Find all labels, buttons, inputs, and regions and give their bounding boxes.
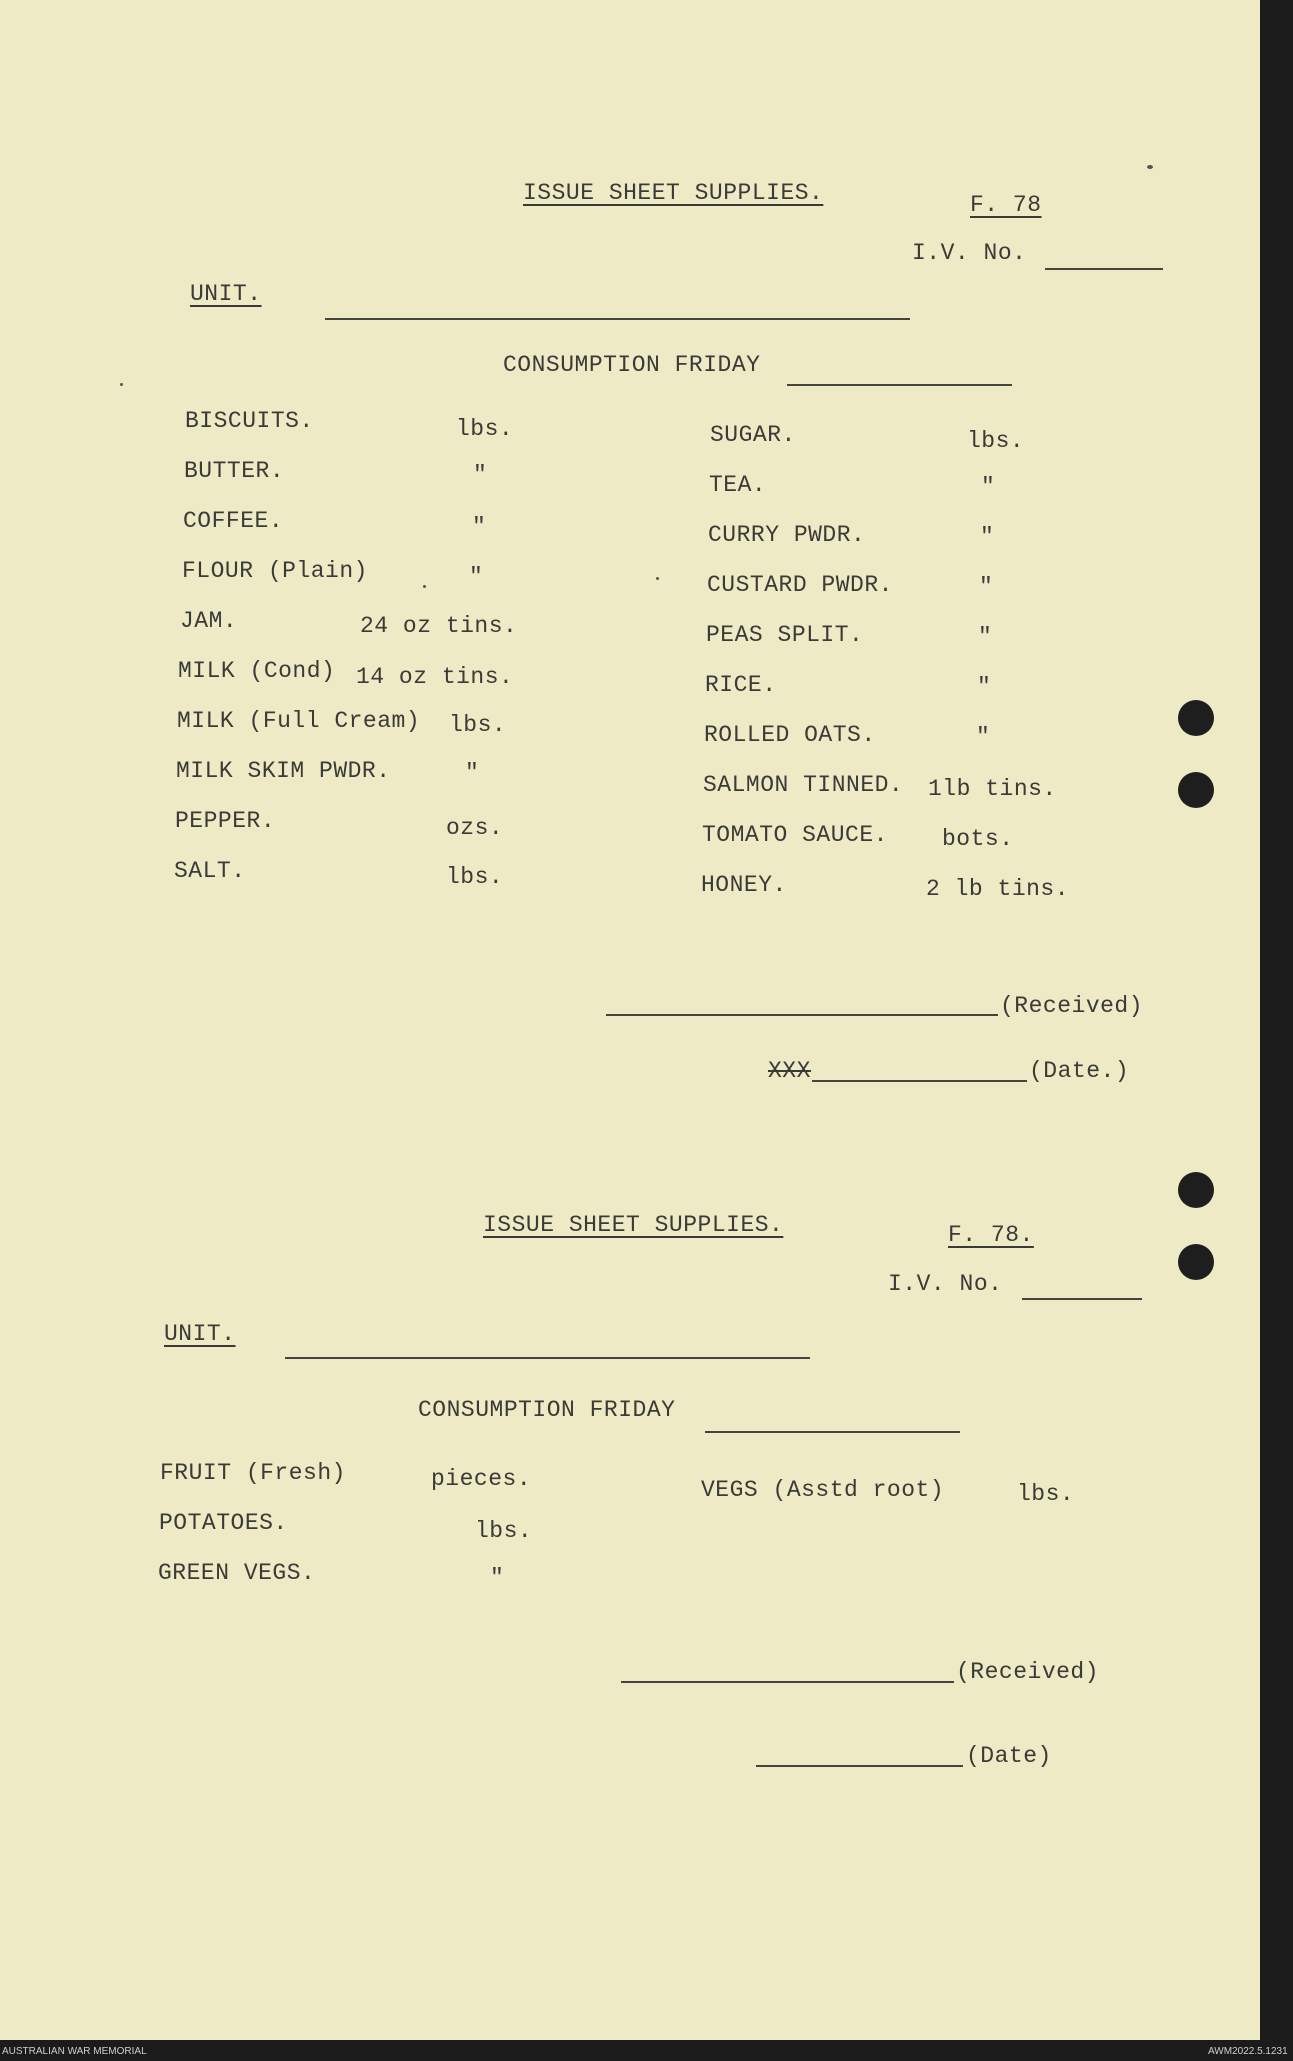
footer-right: AWM2022.5.1231 bbox=[1208, 2046, 1288, 2057]
item-name: SALMON TINNED. bbox=[703, 772, 904, 798]
sheet2-unit-label: UNIT. bbox=[164, 1321, 236, 1347]
item-name: MILK (Cond) bbox=[178, 658, 336, 684]
item-unit: " bbox=[981, 474, 996, 500]
item-name: RICE. bbox=[705, 672, 777, 698]
item-unit: 14 oz tins. bbox=[356, 664, 514, 690]
item-unit: pieces. bbox=[431, 1466, 532, 1492]
item-unit: lbs. bbox=[1017, 1481, 1075, 1507]
paper-speck bbox=[656, 577, 659, 580]
item-unit: 2 lb tins. bbox=[926, 876, 1070, 902]
paper-speck bbox=[423, 585, 426, 588]
sheet1-received-line bbox=[606, 1014, 998, 1016]
item-name: SALT. bbox=[174, 858, 246, 884]
item-name: CUSTARD PWDR. bbox=[707, 572, 893, 598]
sheet2-consumption-label: CONSUMPTION FRIDAY bbox=[418, 1397, 676, 1423]
item-unit: " bbox=[469, 564, 484, 590]
item-unit: " bbox=[977, 674, 992, 700]
item-unit: " bbox=[473, 462, 488, 488]
binder-hole bbox=[1178, 700, 1214, 736]
sheet1-form-number: F. 78 bbox=[970, 192, 1042, 218]
paper-speck bbox=[120, 383, 123, 386]
item-name: MILK SKIM PWDR. bbox=[176, 758, 391, 784]
item-unit: " bbox=[980, 524, 995, 550]
item-name: ROLLED OATS. bbox=[704, 722, 876, 748]
sheet1-unit-line bbox=[325, 318, 910, 320]
item-unit: lbs. bbox=[475, 1518, 533, 1544]
sheet2-received-label: (Received) bbox=[956, 1659, 1100, 1685]
binder-hole bbox=[1178, 1244, 1214, 1280]
sheet2-received-line bbox=[621, 1681, 954, 1683]
sheet2-title: ISSUE SHEET SUPPLIES. bbox=[483, 1212, 784, 1238]
sheet2-iv-line bbox=[1022, 1298, 1142, 1300]
item-name: GREEN VEGS. bbox=[158, 1560, 316, 1586]
item-name: PEAS SPLIT. bbox=[706, 622, 864, 648]
sheet1-struck-text: XXX bbox=[768, 1058, 811, 1084]
item-unit: bots. bbox=[942, 826, 1014, 852]
item-unit: lbs. bbox=[449, 712, 507, 738]
item-unit: " bbox=[978, 624, 993, 650]
binder-hole bbox=[1178, 1172, 1214, 1208]
item-unit: " bbox=[979, 574, 994, 600]
item-unit: " bbox=[465, 760, 480, 786]
item-name: BISCUITS. bbox=[185, 408, 314, 434]
item-name: JAM. bbox=[180, 608, 238, 634]
item-unit: lbs. bbox=[967, 428, 1025, 454]
item-unit: 24 oz tins. bbox=[360, 613, 518, 639]
sheet1-received-label: (Received) bbox=[1000, 993, 1144, 1019]
item-unit: ozs. bbox=[446, 815, 504, 841]
item-name: POTATOES. bbox=[159, 1510, 288, 1536]
sheet2-date-line bbox=[756, 1765, 963, 1767]
item-name: FLOUR (Plain) bbox=[182, 558, 368, 584]
sheet1-unit-label: UNIT. bbox=[190, 281, 262, 307]
sheet2-date-label: (Date) bbox=[966, 1743, 1052, 1769]
item-name: COFFEE. bbox=[183, 508, 284, 534]
item-name: FRUIT (Fresh) bbox=[160, 1460, 346, 1486]
binder-hole bbox=[1178, 772, 1214, 808]
sheet2-unit-line bbox=[285, 1357, 810, 1359]
item-name: TEA. bbox=[709, 472, 767, 498]
sheet1-date-label: (Date.) bbox=[1029, 1058, 1130, 1084]
item-unit: " bbox=[976, 724, 991, 750]
item-unit: lbs. bbox=[456, 416, 514, 442]
item-name: MILK (Full Cream) bbox=[177, 708, 421, 734]
item-name: TOMATO SAUCE. bbox=[702, 822, 888, 848]
paper-speck bbox=[1147, 165, 1153, 169]
item-unit: " bbox=[490, 1565, 505, 1591]
sheet1-consumption-line bbox=[787, 384, 1012, 386]
sheet1-consumption-label: CONSUMPTION FRIDAY bbox=[503, 352, 761, 378]
sheet2-form-number: F. 78. bbox=[948, 1222, 1034, 1248]
sheet1-iv-label: I.V. No. bbox=[912, 240, 1027, 266]
item-name: PEPPER. bbox=[175, 808, 276, 834]
sheet1-title: ISSUE SHEET SUPPLIES. bbox=[523, 180, 824, 206]
item-name: VEGS (Asstd root) bbox=[701, 1477, 945, 1503]
item-name: CURRY PWDR. bbox=[708, 522, 866, 548]
item-unit: " bbox=[472, 514, 487, 540]
item-unit: lbs. bbox=[446, 864, 504, 890]
sheet2-consumption-line bbox=[705, 1431, 960, 1433]
footer-left: AUSTRALIAN WAR MEMORIAL bbox=[2, 2046, 147, 2057]
item-name: BUTTER. bbox=[184, 458, 285, 484]
sheet2-iv-label: I.V. No. bbox=[888, 1271, 1003, 1297]
sheet1-iv-line bbox=[1045, 268, 1163, 270]
item-name: HONEY. bbox=[701, 872, 787, 898]
sheet1-date-line bbox=[812, 1080, 1027, 1082]
item-name: SUGAR. bbox=[710, 422, 796, 448]
item-unit: 1lb tins. bbox=[928, 776, 1057, 802]
